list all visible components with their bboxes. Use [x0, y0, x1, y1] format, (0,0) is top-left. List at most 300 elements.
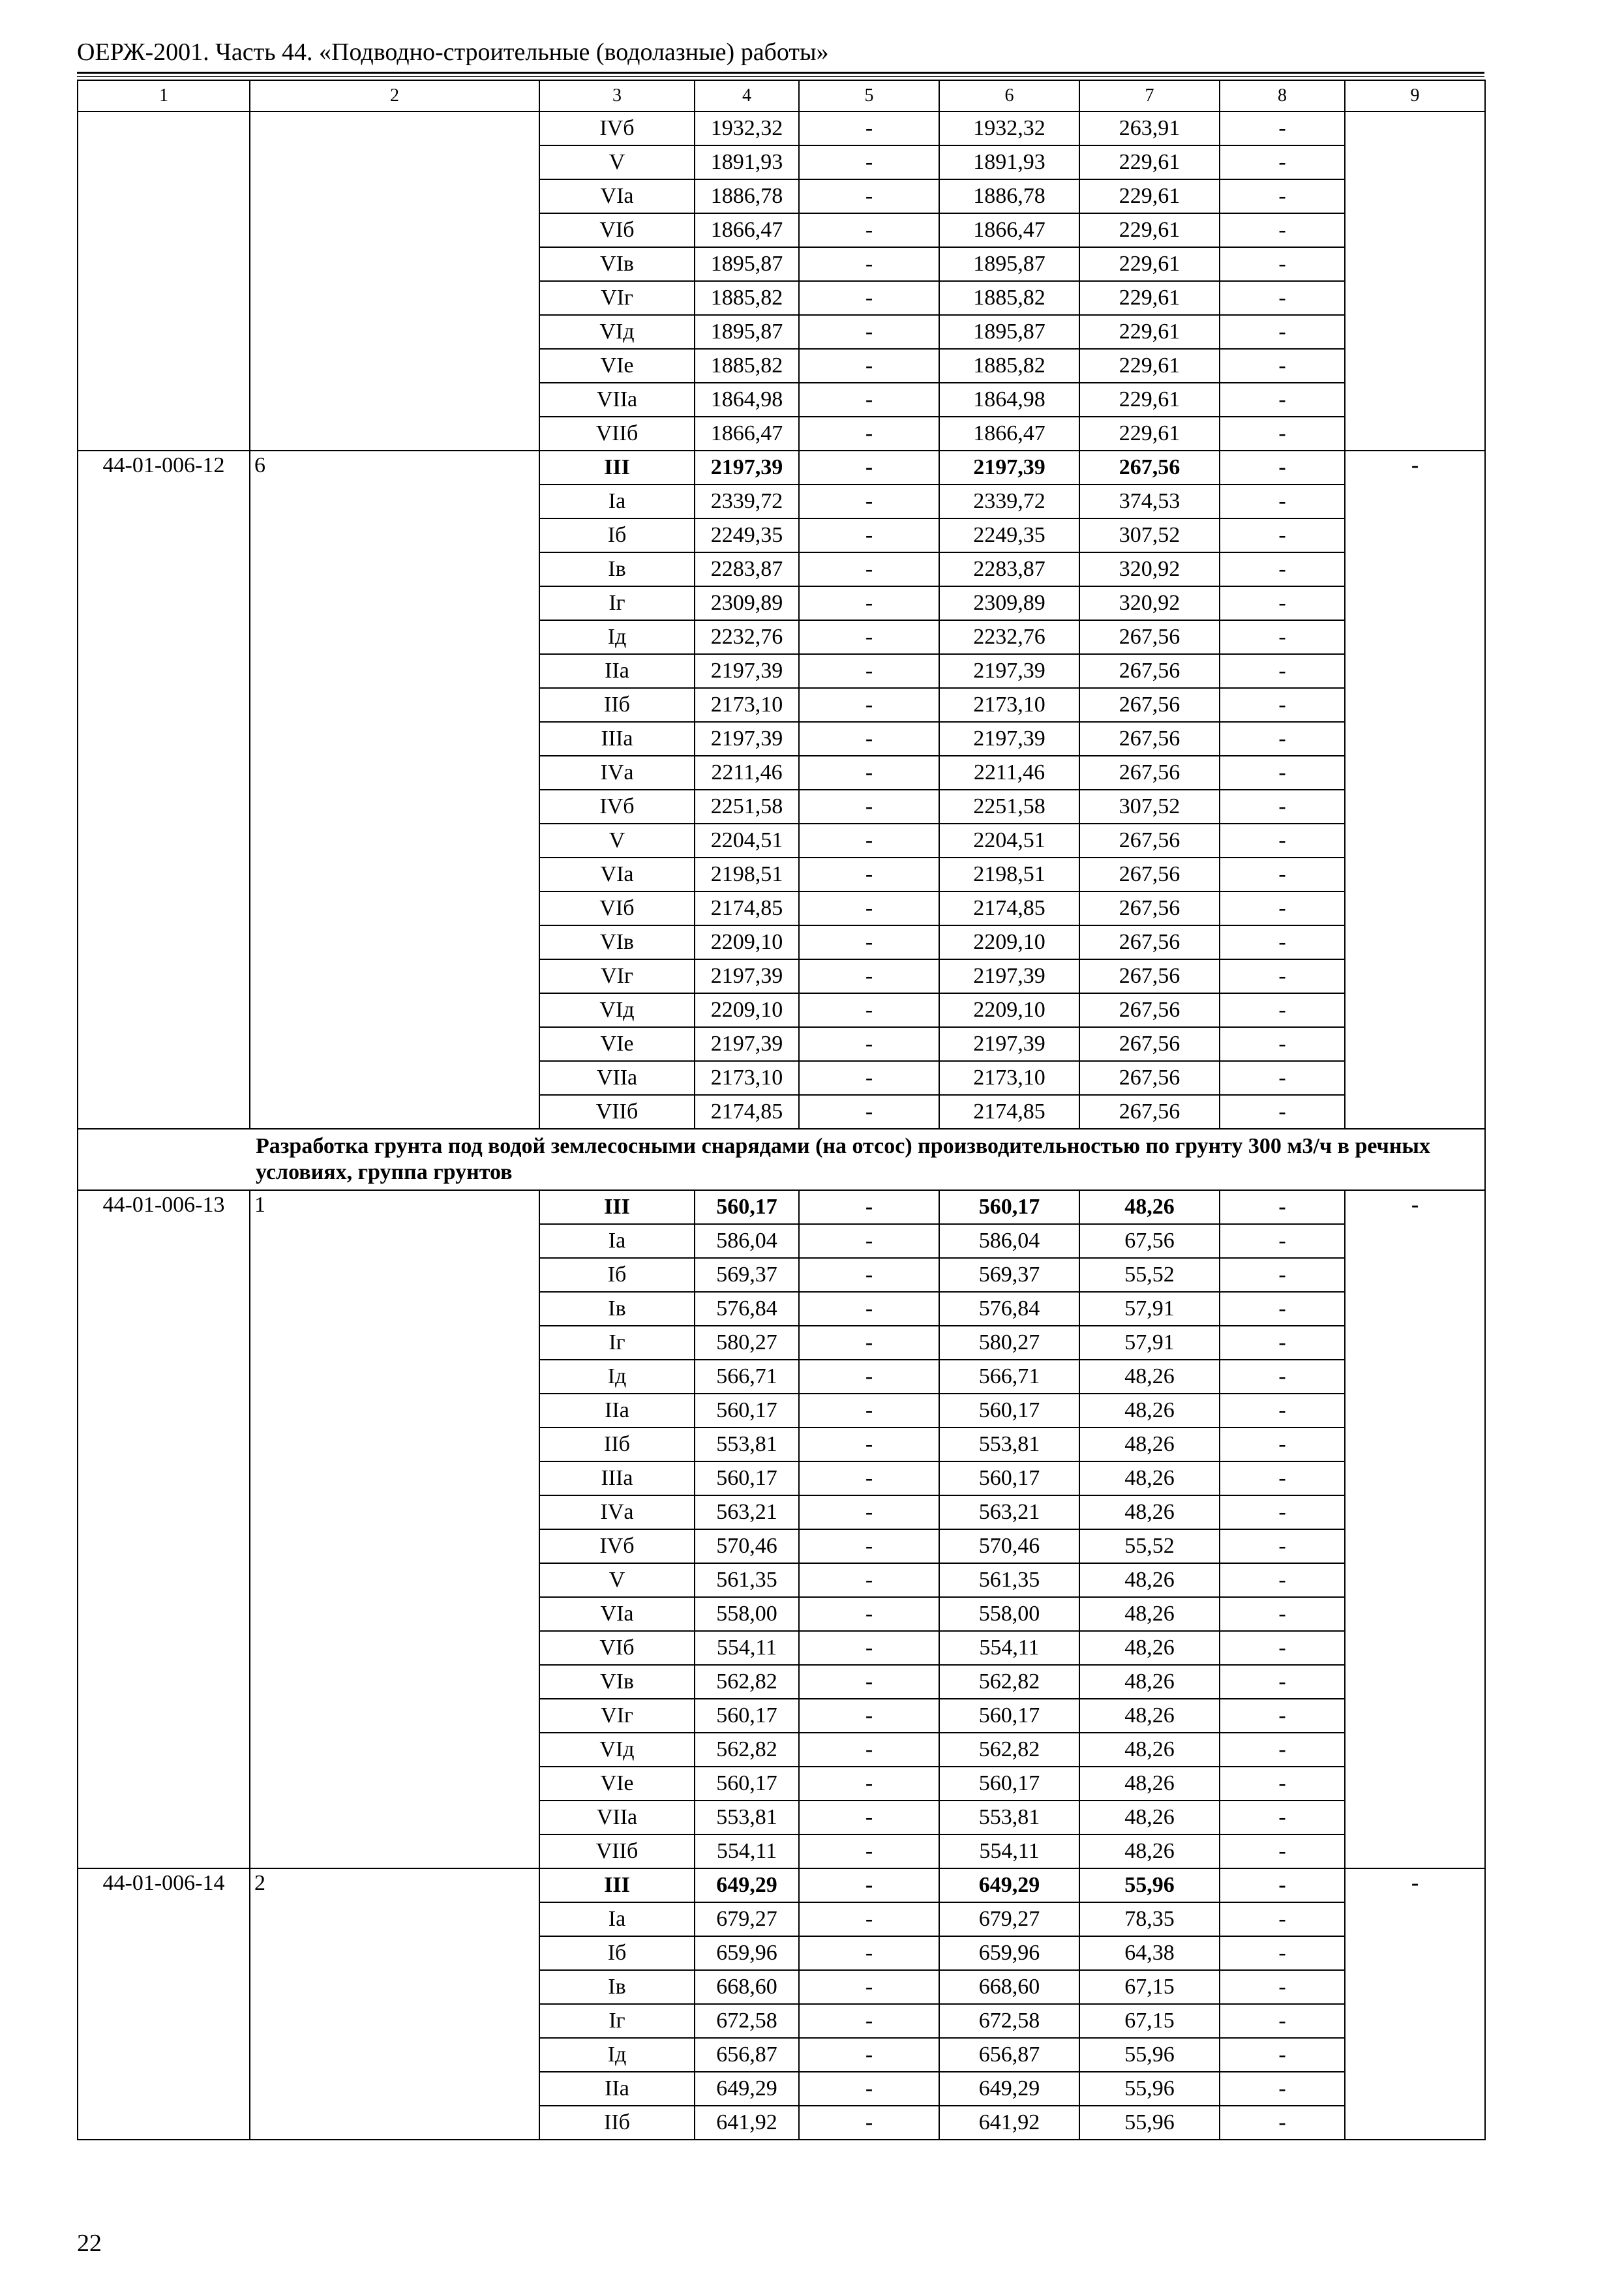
value-cell: -: [799, 179, 939, 213]
value-cell: -: [1220, 179, 1345, 213]
column-number: 5: [799, 80, 939, 112]
value-cell: -: [1220, 1665, 1345, 1699]
soil-group-cell: VIIб: [539, 417, 695, 451]
value-cell: -: [1220, 993, 1345, 1027]
value-cell: 57,91: [1079, 1292, 1220, 1326]
value-cell: 2197,39: [695, 1027, 799, 1061]
value-cell: 1895,87: [939, 315, 1079, 349]
value-cell: 1866,47: [695, 213, 799, 247]
value-cell: 2209,10: [695, 925, 799, 959]
value-cell: -: [799, 383, 939, 417]
value-cell: -: [1220, 858, 1345, 891]
value-cell: -: [799, 824, 939, 858]
value-cell: -: [1220, 1461, 1345, 1495]
value-cell: 229,61: [1079, 247, 1220, 281]
value-cell: 560,17: [695, 1394, 799, 1428]
rate-variant: 2: [250, 1868, 539, 2140]
value-cell: 656,87: [695, 2038, 799, 2072]
value-cell: 553,81: [695, 1801, 799, 1834]
value-cell: -: [799, 1461, 939, 1495]
value-cell: 267,56: [1079, 451, 1220, 485]
value-cell: 267,56: [1079, 824, 1220, 858]
value-cell: -: [799, 654, 939, 688]
page-number: 22: [77, 2230, 102, 2257]
soil-group-cell: IIа: [539, 654, 695, 688]
value-cell: -: [1220, 552, 1345, 586]
value-cell: -: [1220, 1495, 1345, 1529]
soil-group-cell: Iб: [539, 1258, 695, 1292]
soil-group-cell: IVб: [539, 112, 695, 145]
value-cell: 48,26: [1079, 1190, 1220, 1224]
value-cell: 55,96: [1079, 1868, 1220, 1902]
value-cell: -: [799, 891, 939, 925]
soil-group-cell: VIIа: [539, 383, 695, 417]
table-row: [78, 1190, 1485, 1224]
column-number: 2: [250, 80, 539, 112]
value-cell: 67,56: [1079, 1224, 1220, 1258]
value-cell: 570,46: [939, 1529, 1079, 1563]
value-cell: 1866,47: [939, 417, 1079, 451]
value-cell: -: [1220, 925, 1345, 959]
value-cell: 1895,87: [695, 315, 799, 349]
value-cell: -: [799, 1258, 939, 1292]
value-cell: 641,92: [939, 2106, 1079, 2140]
value-cell: 553,81: [695, 1428, 799, 1461]
value-cell: 560,17: [695, 1461, 799, 1495]
value-cell: -: [799, 1970, 939, 2004]
value-cell: -: [799, 1665, 939, 1699]
value-cell: -: [1220, 891, 1345, 925]
value-cell: 267,56: [1079, 1027, 1220, 1061]
soil-group-cell: IIб: [539, 2106, 695, 2140]
value-cell: 554,11: [695, 1631, 799, 1665]
value-cell: -: [1220, 722, 1345, 756]
soil-group-cell: VIIб: [539, 1095, 695, 1129]
value-cell: 570,46: [695, 1529, 799, 1563]
value-cell: -: [1220, 1834, 1345, 1868]
value-cell: 641,92: [695, 2106, 799, 2140]
soil-group-cell: IIа: [539, 1394, 695, 1428]
value-cell: -: [1220, 1631, 1345, 1665]
value-cell: 560,17: [695, 1699, 799, 1733]
value-cell: -: [1220, 1563, 1345, 1597]
page-header: ОЕРЖ-2001. Часть 44. «Подводно-строительные (водолазные) работы»: [77, 38, 829, 66]
value-cell: 267,56: [1079, 891, 1220, 925]
value-cell: 1895,87: [939, 247, 1079, 281]
header-rule-thin: [77, 76, 1484, 77]
value-cell: 580,27: [695, 1326, 799, 1360]
value-cell: 307,52: [1079, 790, 1220, 824]
value-cell: -: [1220, 1699, 1345, 1733]
value-cell: -: [799, 858, 939, 891]
value-cell: -: [799, 1597, 939, 1631]
value-cell: 553,81: [939, 1801, 1079, 1834]
value-cell: -: [799, 281, 939, 315]
value-cell: 267,56: [1079, 959, 1220, 993]
value-cell: -: [799, 1834, 939, 1868]
value-cell: -: [1220, 1902, 1345, 1936]
soil-group-cell: Iд: [539, 620, 695, 654]
value-cell: -: [799, 756, 939, 790]
value-cell: 55,96: [1079, 2072, 1220, 2106]
table-row: [78, 112, 1485, 145]
value-cell: -: [1220, 383, 1345, 417]
value-cell: 1866,47: [939, 213, 1079, 247]
value-cell: -: [1220, 586, 1345, 620]
value-cell: 668,60: [939, 1970, 1079, 2004]
value-cell: 1864,98: [695, 383, 799, 417]
value-cell: -: [799, 1563, 939, 1597]
soil-group-cell: IVа: [539, 1495, 695, 1529]
value-cell: 229,61: [1079, 383, 1220, 417]
rate-code: 44-01-006-12: [78, 451, 250, 1129]
value-cell: 1891,93: [939, 145, 1079, 179]
value-cell: -: [1220, 1733, 1345, 1767]
soil-group-cell: Iа: [539, 1902, 695, 1936]
value-cell: 2174,85: [695, 1095, 799, 1129]
value-cell: 649,29: [695, 1868, 799, 1902]
value-cell: 1886,78: [695, 179, 799, 213]
value-cell: 48,26: [1079, 1597, 1220, 1631]
value-cell: 649,29: [939, 2072, 1079, 2106]
value-cell: -: [1220, 1428, 1345, 1461]
value-cell: -: [1220, 1292, 1345, 1326]
value-cell: 2197,39: [695, 654, 799, 688]
soil-group-cell: VIв: [539, 925, 695, 959]
soil-group-cell: Iб: [539, 518, 695, 552]
column-number: 1: [78, 80, 250, 112]
column-number: 4: [695, 80, 799, 112]
rates-table: [77, 80, 1486, 2140]
soil-group-cell: IVб: [539, 1529, 695, 1563]
value-cell: -: [1220, 756, 1345, 790]
value-cell: -: [799, 1224, 939, 1258]
soil-group-cell: IIIа: [539, 722, 695, 756]
value-cell: 48,26: [1079, 1360, 1220, 1394]
value-cell: -: [799, 1027, 939, 1061]
value-cell: 267,56: [1079, 688, 1220, 722]
value-cell: -: [799, 2038, 939, 2072]
value-cell: 1891,93: [695, 145, 799, 179]
soil-group-cell: IVб: [539, 790, 695, 824]
soil-group-cell: VIв: [539, 1665, 695, 1699]
value-cell: 2197,39: [939, 959, 1079, 993]
value-cell: 67,15: [1079, 1970, 1220, 2004]
value-cell: 2211,46: [695, 756, 799, 790]
header-rule: [77, 72, 1484, 74]
value-cell: -: [799, 1190, 939, 1224]
soil-group-cell: Iд: [539, 2038, 695, 2072]
section-title: Разработка грунта под водой землесосными снарядами (на отсос) производительностью по грунту 300 м3/ч в речных условиях, группа грунтов: [78, 1129, 1485, 1190]
value-cell: -: [799, 1061, 939, 1095]
value-cell: 229,61: [1079, 145, 1220, 179]
value-cell: -: [799, 790, 939, 824]
soil-group-cell: VIд: [539, 315, 695, 349]
value-cell: 1932,32: [939, 112, 1079, 145]
value-cell: -: [799, 552, 939, 586]
value-cell: 2173,10: [939, 688, 1079, 722]
value-cell: 48,26: [1079, 1834, 1220, 1868]
column-9-cell: -: [1345, 1190, 1485, 1868]
soil-group-cell: VIг: [539, 281, 695, 315]
rate-code: 44-01-006-13: [78, 1190, 250, 1868]
value-cell: -: [799, 315, 939, 349]
soil-group-cell: III: [539, 451, 695, 485]
value-cell: -: [1220, 281, 1345, 315]
value-cell: 668,60: [695, 1970, 799, 2004]
soil-group-cell: VIа: [539, 179, 695, 213]
value-cell: -: [799, 2072, 939, 2106]
value-cell: 267,56: [1079, 620, 1220, 654]
value-cell: 2174,85: [695, 891, 799, 925]
value-cell: 1866,47: [695, 417, 799, 451]
value-cell: 2309,89: [695, 586, 799, 620]
value-cell: 576,84: [695, 1292, 799, 1326]
value-cell: 320,92: [1079, 552, 1220, 586]
value-cell: 2197,39: [939, 722, 1079, 756]
value-cell: -: [799, 518, 939, 552]
value-cell: -: [1220, 1326, 1345, 1360]
value-cell: 2174,85: [939, 1095, 1079, 1129]
value-cell: 2173,10: [695, 1061, 799, 1095]
value-cell: -: [1220, 1360, 1345, 1394]
soil-group-cell: VIа: [539, 858, 695, 891]
value-cell: 48,26: [1079, 1631, 1220, 1665]
column-9-cell: [1345, 112, 1485, 451]
value-cell: 562,82: [695, 1665, 799, 1699]
value-cell: -: [1220, 790, 1345, 824]
column-9-cell: -: [1345, 451, 1485, 1129]
value-cell: -: [1220, 485, 1345, 518]
value-cell: 229,61: [1079, 179, 1220, 213]
value-cell: 659,96: [695, 1936, 799, 1970]
value-cell: -: [1220, 1529, 1345, 1563]
value-cell: 267,56: [1079, 654, 1220, 688]
value-cell: -: [1220, 824, 1345, 858]
soil-group-cell: VIг: [539, 1699, 695, 1733]
soil-group-cell: Iа: [539, 485, 695, 518]
column-number: 8: [1220, 80, 1345, 112]
value-cell: 566,71: [939, 1360, 1079, 1394]
value-cell: -: [799, 1801, 939, 1834]
value-cell: 656,87: [939, 2038, 1079, 2072]
value-cell: 2197,39: [695, 959, 799, 993]
value-cell: -: [1220, 654, 1345, 688]
value-cell: 679,27: [939, 1902, 1079, 1936]
value-cell: 569,37: [939, 1258, 1079, 1292]
value-cell: 48,26: [1079, 1428, 1220, 1461]
soil-group-cell: VIIб: [539, 1834, 695, 1868]
value-cell: -: [1220, 1061, 1345, 1095]
value-cell: 563,21: [939, 1495, 1079, 1529]
value-cell: -: [799, 1326, 939, 1360]
section-row: [78, 1129, 1485, 1190]
value-cell: -: [1220, 1258, 1345, 1292]
value-cell: 679,27: [695, 1902, 799, 1936]
value-cell: -: [1220, 247, 1345, 281]
value-cell: -: [799, 1767, 939, 1801]
value-cell: 560,17: [695, 1190, 799, 1224]
value-cell: 64,38: [1079, 1936, 1220, 1970]
value-cell: 672,58: [695, 2004, 799, 2038]
value-cell: -: [799, 1733, 939, 1767]
soil-group-cell: VIб: [539, 891, 695, 925]
value-cell: -: [799, 1936, 939, 1970]
value-cell: -: [1220, 349, 1345, 383]
value-cell: 48,26: [1079, 1495, 1220, 1529]
value-cell: 48,26: [1079, 1801, 1220, 1834]
value-cell: 659,96: [939, 1936, 1079, 1970]
value-cell: 55,52: [1079, 1529, 1220, 1563]
value-cell: 57,91: [1079, 1326, 1220, 1360]
soil-group-cell: IIа: [539, 2072, 695, 2106]
value-cell: 558,00: [939, 1597, 1079, 1631]
value-cell: 1885,82: [939, 349, 1079, 383]
value-cell: 1885,82: [695, 349, 799, 383]
value-cell: -: [799, 925, 939, 959]
value-cell: -: [1220, 518, 1345, 552]
value-cell: 576,84: [939, 1292, 1079, 1326]
soil-group-cell: VIе: [539, 1027, 695, 1061]
value-cell: 48,26: [1079, 1394, 1220, 1428]
value-cell: 2339,72: [939, 485, 1079, 518]
value-cell: 566,71: [695, 1360, 799, 1394]
value-cell: 563,21: [695, 1495, 799, 1529]
value-cell: 267,56: [1079, 722, 1220, 756]
soil-group-cell: Iг: [539, 1326, 695, 1360]
soil-group-cell: Iв: [539, 1970, 695, 2004]
soil-group-cell: Iб: [539, 1936, 695, 1970]
column-number: 6: [939, 80, 1079, 112]
value-cell: -: [799, 1428, 939, 1461]
value-cell: 2174,85: [939, 891, 1079, 925]
value-cell: 2204,51: [939, 824, 1079, 858]
value-cell: 267,56: [1079, 925, 1220, 959]
value-cell: -: [1220, 1868, 1345, 1902]
value-cell: 2198,51: [695, 858, 799, 891]
value-cell: 580,27: [939, 1326, 1079, 1360]
value-cell: 2197,39: [695, 451, 799, 485]
value-cell: -: [1220, 2106, 1345, 2140]
soil-group-cell: V: [539, 145, 695, 179]
table-row: [78, 451, 1485, 485]
soil-group-cell: Iд: [539, 1360, 695, 1394]
value-cell: -: [799, 112, 939, 145]
value-cell: 67,15: [1079, 2004, 1220, 2038]
value-cell: -: [1220, 1027, 1345, 1061]
value-cell: 1864,98: [939, 383, 1079, 417]
value-cell: -: [1220, 620, 1345, 654]
value-cell: 2197,39: [939, 654, 1079, 688]
value-cell: -: [799, 213, 939, 247]
value-cell: 672,58: [939, 2004, 1079, 2038]
value-cell: 48,26: [1079, 1733, 1220, 1767]
value-cell: -: [799, 1394, 939, 1428]
soil-group-cell: V: [539, 824, 695, 858]
soil-group-cell: VIIа: [539, 1801, 695, 1834]
value-cell: 562,82: [695, 1733, 799, 1767]
value-cell: -: [799, 417, 939, 451]
soil-group-cell: Iа: [539, 1224, 695, 1258]
soil-group-cell: Iв: [539, 1292, 695, 1326]
value-cell: -: [799, 722, 939, 756]
value-cell: -: [1220, 315, 1345, 349]
value-cell: 2249,35: [939, 518, 1079, 552]
value-cell: 2232,76: [939, 620, 1079, 654]
value-cell: 1895,87: [695, 247, 799, 281]
value-cell: 649,29: [939, 1868, 1079, 1902]
value-cell: 267,56: [1079, 1061, 1220, 1095]
table-row: [78, 1868, 1485, 1902]
value-cell: 569,37: [695, 1258, 799, 1292]
value-cell: 560,17: [939, 1190, 1079, 1224]
value-cell: 553,81: [939, 1428, 1079, 1461]
value-cell: 561,35: [695, 1563, 799, 1597]
value-cell: -: [799, 145, 939, 179]
value-cell: 2198,51: [939, 858, 1079, 891]
value-cell: -: [799, 620, 939, 654]
value-cell: 560,17: [939, 1699, 1079, 1733]
rate-code: [78, 112, 250, 451]
value-cell: 562,82: [939, 1733, 1079, 1767]
value-cell: -: [1220, 1224, 1345, 1258]
value-cell: -: [799, 1902, 939, 1936]
value-cell: 229,61: [1079, 315, 1220, 349]
soil-group-cell: VIIа: [539, 1061, 695, 1095]
value-cell: 2173,10: [695, 688, 799, 722]
soil-group-cell: IIб: [539, 688, 695, 722]
value-cell: 267,56: [1079, 1095, 1220, 1129]
value-cell: 2232,76: [695, 620, 799, 654]
value-cell: 2173,10: [939, 1061, 1079, 1095]
value-cell: 649,29: [695, 2072, 799, 2106]
soil-group-cell: III: [539, 1868, 695, 1902]
soil-group-cell: VIг: [539, 959, 695, 993]
value-cell: 2211,46: [939, 756, 1079, 790]
value-cell: -: [799, 1699, 939, 1733]
rate-variant: 1: [250, 1190, 539, 1868]
value-cell: 554,11: [695, 1834, 799, 1868]
value-cell: 267,56: [1079, 756, 1220, 790]
value-cell: 263,91: [1079, 112, 1220, 145]
soil-group-cell: VIв: [539, 247, 695, 281]
value-cell: -: [799, 1631, 939, 1665]
column-number: 3: [539, 80, 695, 112]
value-cell: 554,11: [939, 1631, 1079, 1665]
value-cell: 586,04: [695, 1224, 799, 1258]
table-body: [78, 80, 1485, 2140]
value-cell: 267,56: [1079, 993, 1220, 1027]
value-cell: -: [799, 1529, 939, 1563]
soil-group-cell: Iв: [539, 552, 695, 586]
value-cell: 320,92: [1079, 586, 1220, 620]
value-cell: 558,00: [695, 1597, 799, 1631]
soil-group-cell: V: [539, 1563, 695, 1597]
value-cell: -: [1220, 688, 1345, 722]
value-cell: -: [799, 247, 939, 281]
rate-variant: [250, 112, 539, 451]
value-cell: -: [799, 959, 939, 993]
value-cell: 48,26: [1079, 1665, 1220, 1699]
value-cell: -: [1220, 213, 1345, 247]
column-number: 7: [1079, 80, 1220, 112]
value-cell: -: [1220, 1597, 1345, 1631]
value-cell: 307,52: [1079, 518, 1220, 552]
value-cell: 2251,58: [939, 790, 1079, 824]
value-cell: -: [799, 1495, 939, 1529]
column-9-cell: -: [1345, 1868, 1485, 2140]
value-cell: 229,61: [1079, 213, 1220, 247]
